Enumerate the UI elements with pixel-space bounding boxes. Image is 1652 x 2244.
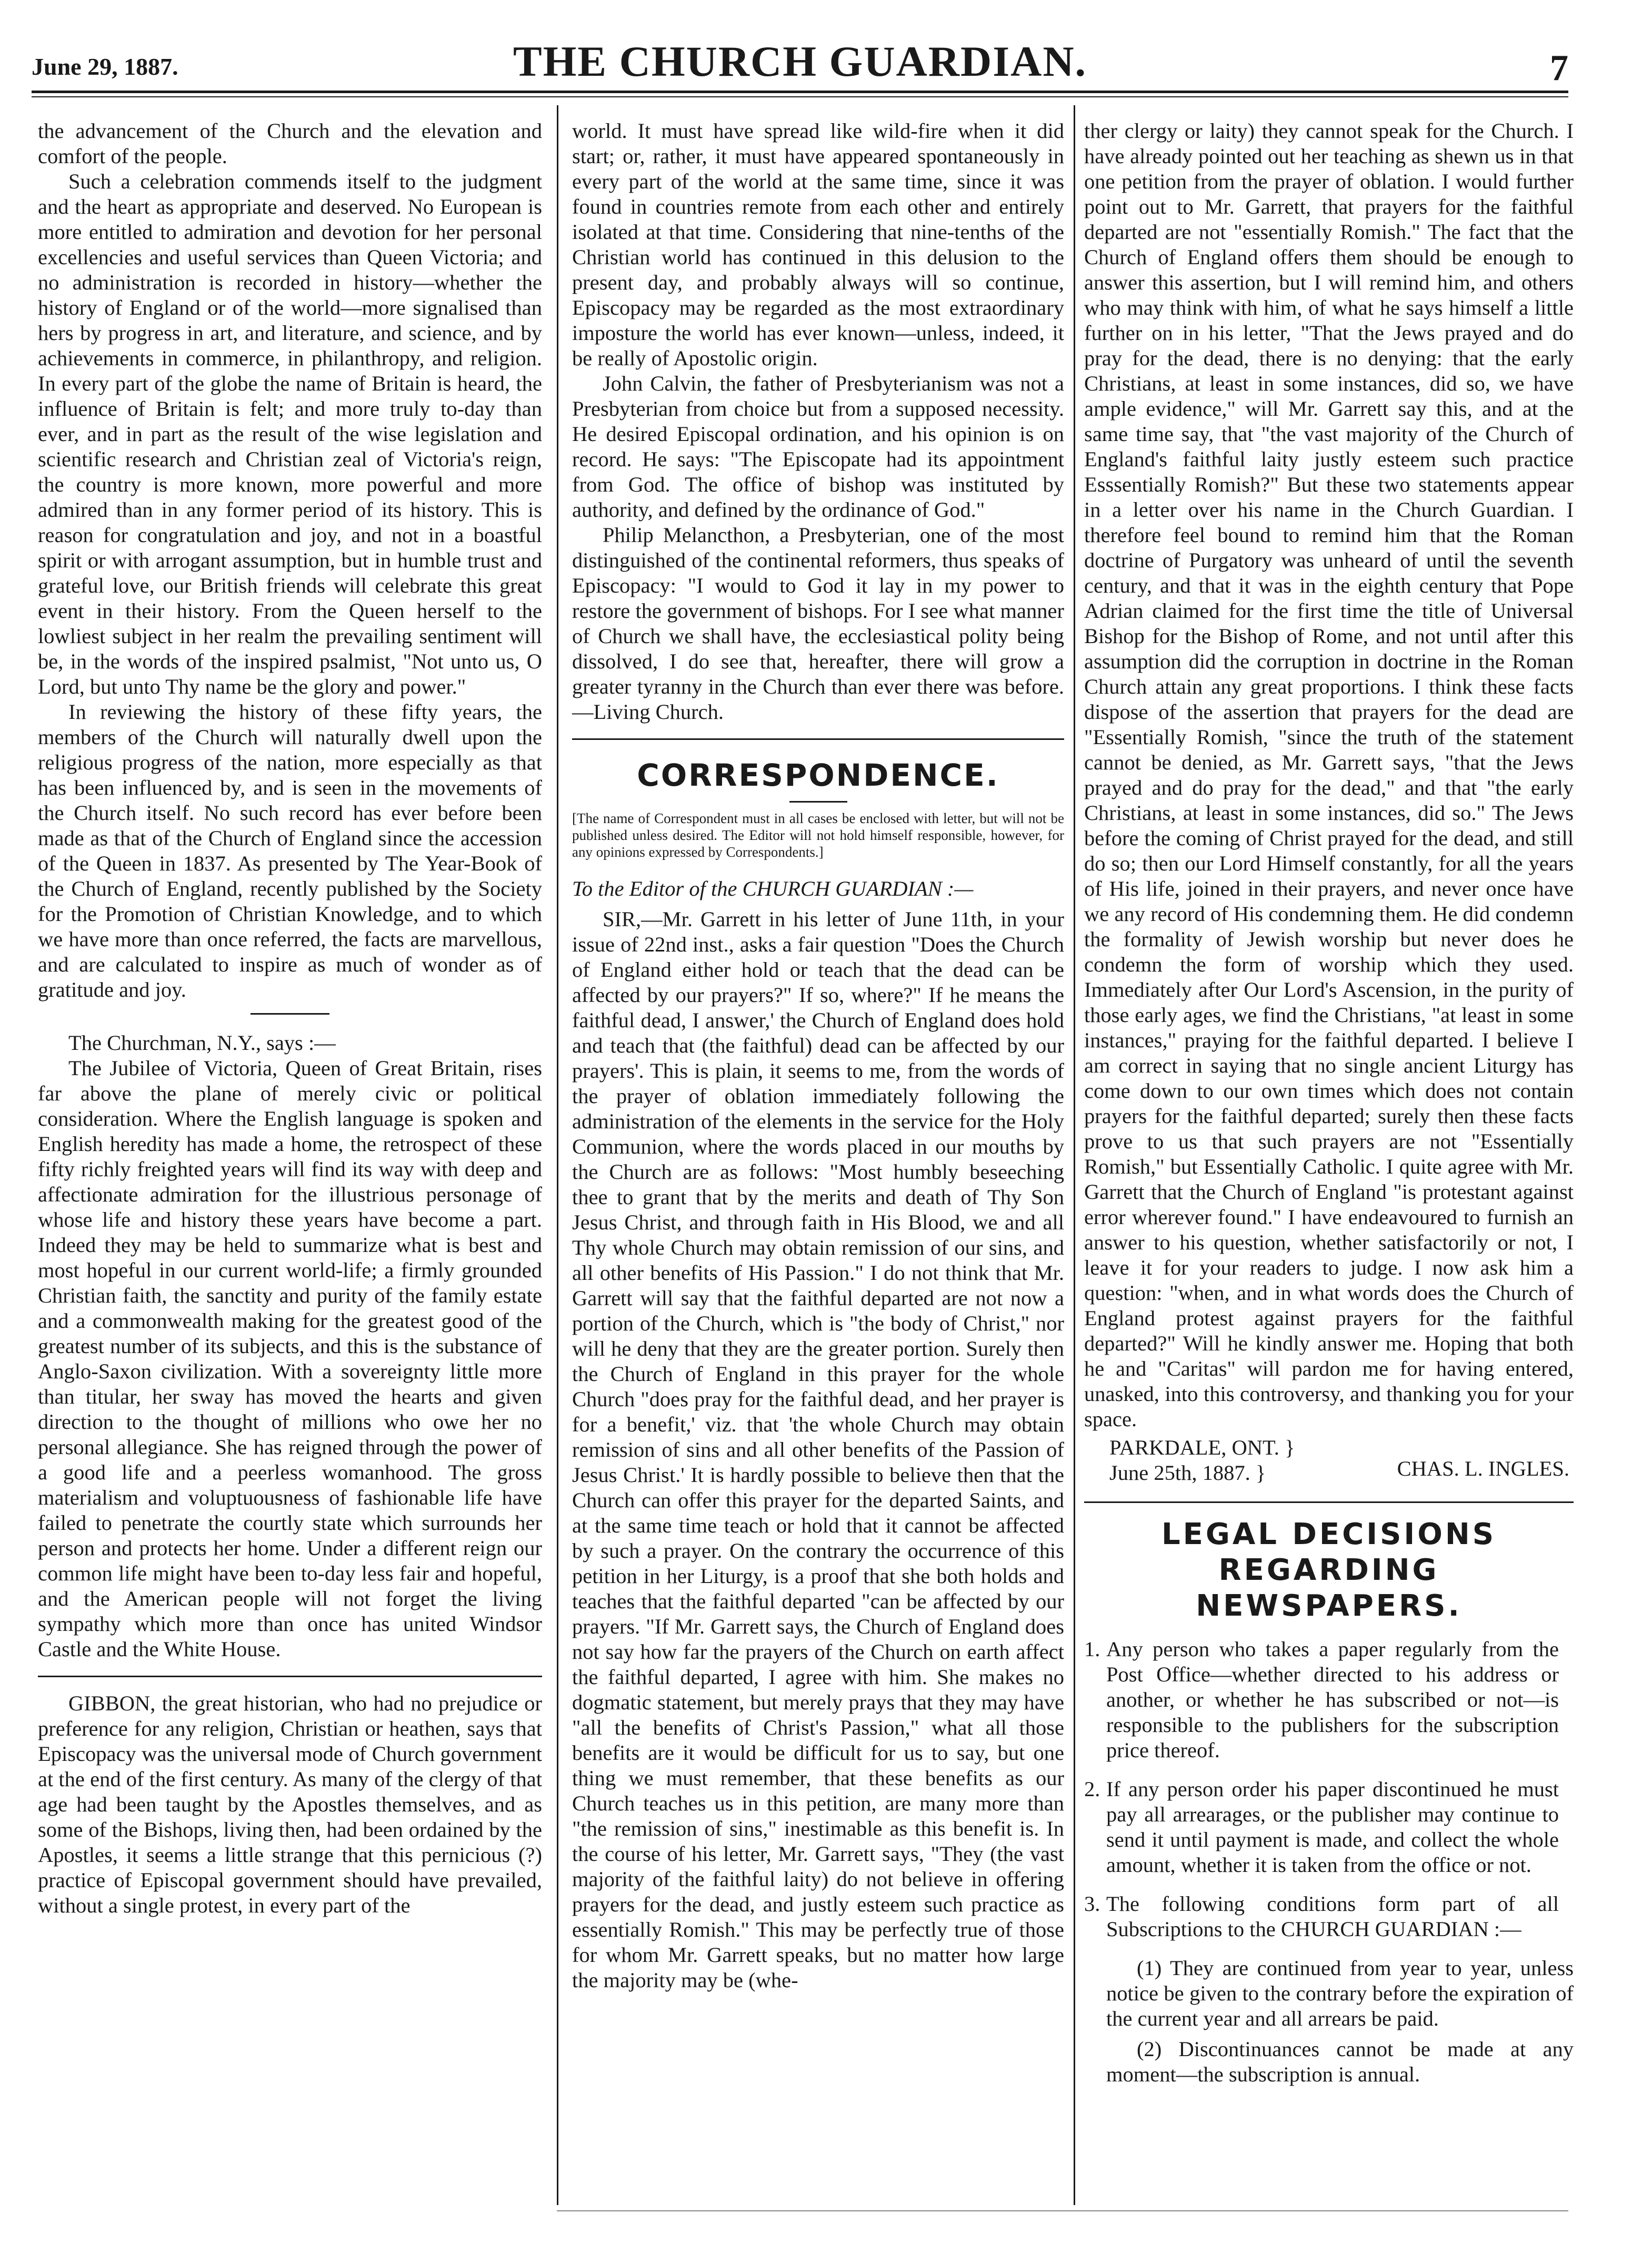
separator-rule (572, 738, 1064, 740)
legal-item: 1. Any person who takes a paper regularly from the Post Office—whether directed to his address or another, or whether he has subscribed or not—is responsible to the publishers for the subscription price thereof. (1084, 1637, 1559, 1762)
header-rule (32, 91, 1568, 93)
separator-rule (1084, 1501, 1574, 1503)
article-paragraph: Such a celebration commends itself to the judgment and the heart as appropriate and deserved. No European is more entitled to admiration and devotion for her personal excellencies and useful services than Queen Victoria; and no administration is recorded in history—whether the history of England or of the world—more signalised than hers by progress in art, and literature, and science, and by achievements in commerce, in philanthropy, and religion. In every part of the globe the name of Britain is heard, the influence of Britain is felt; and more truly to-day than ever, and in part as the result of the wise legislation and scientific research and Christian zeal of Victoria's reign, the country is more known, more powerful and more admired than in any former period of its history. This is reason for congratulation and joy, and not in a boastful spirit or with arrogant assumption, but in humble trust and grateful love, our British friends will celebrate this great event in their history. From the Queen herself to the lowliest subject in her realm the prevailing sentiment will be, in the words of the inspired psalmist, "Not unto us, O Lord, but unto Thy name be the glory and power." (38, 169, 542, 698)
separator-rule (38, 1676, 542, 1677)
column-3 (1084, 118, 1574, 2087)
legal-item: 2. If any person order his paper discontinued he must pay all arrearages, or the publisher may continue to send it until payment is made, and collect the whole amount, whether it is taken from the office or not. (1084, 1777, 1559, 1877)
signature-place: PARKDALE, ONT. } June 25th, 1887. } (1109, 1436, 1295, 1485)
article-paragraph: GIBBON, the great historian, who had no prejudice or preference for any religion, Christian or heathen, says that Episcopacy was the universal mode of Church government at the end of the first century. As many of the clergy of that age had been taught by the Apostles themselves, and as some of the Bishops, living then, had been ordained by the Apostles, it seems a little strange that this pernicious (?) practice of Episcopal government should have prevailed, without a single protest, in every part of the (38, 1691, 542, 1917)
article-paragraph: The Jubilee of Victoria, Queen of Great Britain, rises far above the plane of merely civic or political consideration. Where the English language is spoken and English heredity has made a home, the retrospect of these fifty richly freighted years will find its way with deep and affectionate admiration for the illustrious personage of whose life and history these years have become a part. Indeed they may be held to summarize what is best and most hopeful in our current world-life; a firmly grounded Christian faith, the sanctity and purity of the family estate and a commonwealth making for the greatest good of the greatest number of its subjects, and this is the substance of Anglo-Saxon civilization. With a sovereignty little more than titular, her sway has moved the hearts and given direction to the thought of millions who owe her no personal allegiance. She has reigned through the power of a good life and a peerless womanhood. The gross materialism and voluptuousness of fashionable life have failed to penetrate the courtly state which surrounds her person and protects her home. Under a different reign our common life might have been to-day less fair and hopeful, and the American people will not forget the living sympathy which more than once has united Windsor Castle and the White House. (38, 1056, 542, 1661)
separator-rule (789, 801, 847, 803)
article-paragraph: world. It must have spread like wild-fire when it did start; or, rather, it must have appeared spontaneously in every part of the world at the same time, since it was found in countries remote from each other and entirely isolated at that time. Considering that nine-tenths of the Christian world has continued in this delusion to the present day, and probably always will so continue, Episcopacy may be regarded as the most extraordinary imposture the world has ever known—unless, indeed, it be really of Apostolic origin. (572, 119, 1064, 370)
article-paragraph: John Calvin, the father of Presbyterianism was not a Presbyterian from choice but from a supposed necessity. He desired Episcopal ordination, and his opinion is on record. He says: "The Episcopate had its appointment from God. The office of bishop was instituted by authority, and defined by the ordinance of God." (572, 372, 1064, 522)
page-number: 7 (1550, 48, 1568, 88)
letter-salutation: To the Editor of the CHURCH GUARDIAN :— (572, 877, 974, 900)
letter-paragraph: ther clergy or laity) they cannot speak for the Church. I have already pointed out her teaching as shewn us in that one petition from the prayer of oblation. I would further point out to Mr. Garrett, that prayers for the faithful departed are not "essentially Romish." The fact that the Church of England offers them should be enough to answer this assertion, but I will remind him, and others who may think with him, of what he says himself a little further on in his letter, "That the Jews prayed and do pray for the dead, there is no denying: that the early Christians, at least in some instances, did so, we have ample evidence," will Mr. Garrett say this, and at the same time say, that "the vast majority of the Church of England's faithful laity justly esteem such practice Esssentially Romish?" But these two statements appear in a letter over his name in the Church Guardian. I therefore feel bound to remind him that the Roman doctrine of Purgatory was unheard of until the seventh century, and that it was in the eighth century that Pope Adrian claimed for the first time the title of Universal Bishop for the Bishop of Rome, and not until after this assumption did the corruption in doctrine in the Roman Church attain any great proportions. I think these facts dispose of the assertion that prayers for the dead are "Essentially Romish, "since the truth of the statement cannot be denied, as Mr. Garrett says, "that the Jews prayed and do pray for the dead," and that "the early Christians, at least in some instances, did so." The Jews before the coming of Christ prayed for the dead, and still do so; then our Lord Himself constantly, for all the years of His life, joined in their prayers, and never once have we any record of His condemning them. He did condemn the formality of Jewish worship but never does he condemn the form of worship which they used. Immediately after Our Lord's Ascension, in the purity of those early ages, we find the Christians, "at least in some instances," praying for the faithful departed. I believe I am correct in saying that no single ancient Liturgy has come down to our own times which does not contain prayers for the faithful departed; surely then these facts prove to us that such prayers are not "Essentially Romish," but Essentially Catholic. I quite agree with Mr. Garrett that the Church of England "is protestant against error wherever found." I have endeavoured to furnish an answer to his question, whether satisfactorily or not, I leave it for your readers to judge. I now ask him a question: "when, and in what words does the Church of England protest against prayers for the faithful departed?" Will he kindly answer me. Hoping that both he and "Caritas" will pardon me for having entered, unasked, into this controversy, and thanking you for your space. (1084, 119, 1574, 1431)
newspaper-title: THE CHURCH GUARDIAN. (513, 37, 1087, 85)
legal-subitem: (2) Discontinuances cannot be made at any moment—the subscription is annual. (1106, 2037, 1574, 2086)
signature-name: CHAS. L. INGLES. (1397, 1457, 1569, 1480)
header-rule-thin (32, 96, 1568, 97)
legal-decisions-heading: LEGAL DECISIONS REGARDING NEWSPAPERS. (1161, 1517, 1497, 1623)
page-header (32, 26, 1568, 89)
article-paragraph: In reviewing the history of these fifty years, the members of the Church will naturally dwell upon the religious progress of the nation, more especially as that has been influenced by, and is seen in the movements of the Church itself. No such record has ever before been made as that of the Church of England since the accession of the Queen in 1837. As presented by The Year-Book of the Church of England, recently published by the Society for the Promotion of Christian Knowledge, and to which we have more than once referred, the facts are marvellous, and are calculated to inspire as much of wonder as of gratitude and joy. (38, 700, 542, 1001)
footer-rule (557, 2210, 1568, 2211)
column-divider-2 (1074, 105, 1075, 2205)
legal-item: 3. The following conditions form part of all Subscriptions to the CHURCH GUARDIAN :— (1084, 1892, 1559, 1941)
issue-date: June 29, 1887. (32, 53, 178, 80)
correspondence-heading: CORRESPONDENCE. (637, 757, 999, 793)
legal-subitem: (1) They are continued from year to year, unless notice be given to the contrary before the expiration of the current year and all arrears be paid. (1106, 1956, 1574, 2030)
column-2 (572, 118, 1064, 1993)
article-paragraph: the advancement of the Church and the elevation and comfort of the people. (38, 119, 542, 168)
letter-signature (1084, 1435, 1574, 1488)
column-divider-1 (557, 105, 558, 2205)
column-1 (38, 118, 542, 1918)
separator-rule (251, 1013, 329, 1015)
article-paragraph: Philip Melancthon, a Presbyterian, one of the most distinguished of the continental reformers, thus speaks of Episcopacy: "I would to God it lay in my power to restore the government of bishops. For I see what manner of Church we shall have, the ecclesiastical polity being dissolved, I do see that, hereafter, there will grow a greater tyranny in the Church than ever there was before.—Living Church. (572, 523, 1064, 724)
editor-note: [The name of Correspondent must in all cases be enclosed with letter, but will not be published unless desired. The Editor will not hold himself responsible, however, for any opinions expressed by Correspondents.] (572, 810, 1064, 860)
letter-paragraph: SIR,—Mr. Garrett in his letter of June 11th, in your issue of 22nd inst., asks a fair question "Does the Church of England either hold or teach that the dead can be affected by our prayers?" If so, where?" If he means the faithful dead, I answer,' the Church of England does hold and teach that (the faithful) dead can be affected by our prayers'. This is plain, it seems to me, from the words of the prayer of oblation immediately following the administration of the elements in the service for the Holy Communion, where the words placed in our mouths by the Church are as follows: "Most humbly beseeching thee to grant that by the merits and death of Thy Son Jesus Christ, and through faith in His Blood, we and all Thy whole Church may obtain remission of our sins, and all other benefits of His Passion." I do not think that Mr. Garrett will say that the faithful departed are not now a portion of the Church, which is "the body of Christ," nor will he deny that they are the greater portion. Surely then the Church of England in this prayer for the whole Church "does pray for the faithful dead, and her prayer is for a benefit,' viz. that 'the whole Church may obtain remission of sins and all other benefits of the Passion of Jesus Christ.' It is hardly possible to believe then that the Church can offer this prayer for the departed Saints, and at the same time teach or hold that it cannot be affected by such a prayer. On the contrary the occurrence of this petition in her Liturgy, is a proof that she both holds and teaches that the faithful departed "can be affected by our prayers. "If Mr. Garrett says, the Church of England does not say how far the prayers of the Church on earth affect the faithful departed, I agree with him. She makes no dogmatic statement, but merely prays that they may have "all the benefits of Christ's Passion," what all those benefits are it would be difficult for us to say, but one thing we must remember, that these benefits as our Church teaches us in this petition, are many more than "the remission of sins," inestimable as this benefit is. In the course of his letter, Mr. Garrett says, "They (the vast majority of the faithful laity) do not believe in offering prayers for the dead, and justly esteem such practice as essentially Romish." This may be perfectly true of those for whom Mr. Garrett speaks, but no matter how large the majority may be (whe- (572, 907, 1064, 1992)
article-paragraph: The Churchman, N.Y., says :— (68, 1031, 336, 1055)
